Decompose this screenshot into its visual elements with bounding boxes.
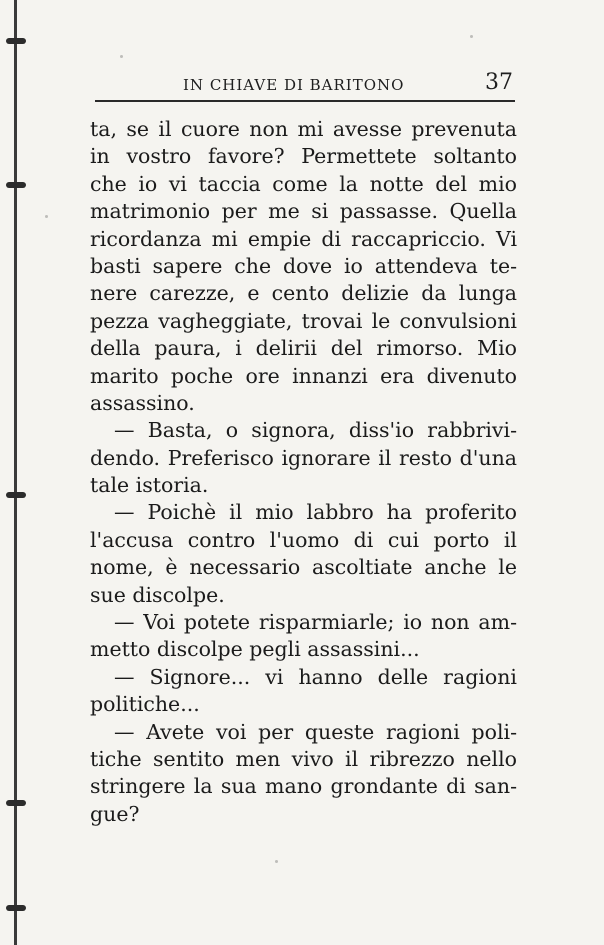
text-line: in vostro favore? Permettete soltanto	[90, 144, 517, 169]
header-rule	[95, 100, 515, 102]
text-line: matrimonio per me si passasse. Quella	[90, 199, 517, 224]
text-line: metto discolpe pegli assassini...	[90, 637, 420, 662]
text-line: assassino.	[90, 390, 195, 415]
text-line: — Basta, o signora, diss'io rabbrivi-	[114, 418, 517, 443]
text-line: — Voi potete risparmiarle; io non am-	[114, 610, 517, 635]
running-header	[95, 70, 515, 98]
text-line: l'accusa contro l'uomo di cui porto il	[90, 527, 517, 552]
text-line: — Avete voi per queste ragioni poli-	[114, 719, 517, 744]
text-line: tiche sentito men vivo il ribrezzo nello	[90, 746, 517, 771]
paper-speck	[45, 215, 48, 218]
text-line: tale istoria.	[90, 473, 209, 498]
text-line: politiche...	[90, 692, 200, 717]
paper-speck	[470, 35, 473, 38]
paper-speck	[120, 55, 123, 58]
running-title: IN CHIAVE DI BARITONO	[183, 76, 405, 94]
text-line: nere carezze, e cento delizie da lunga	[90, 281, 517, 306]
text-line: della paura, i delirii del rimorso. Mio	[90, 336, 517, 361]
binding-hole	[6, 182, 26, 188]
page-number: 37	[485, 70, 513, 95]
text-line: ta, se il cuore non mi avesse prevenuta	[90, 117, 517, 141]
text-line: — Poichè il mio labbro ha proferito	[114, 500, 517, 525]
binding-hole	[6, 800, 26, 806]
binding-hole	[6, 38, 26, 44]
text-line: marito poche ore innanzi era divenuto	[90, 363, 517, 388]
binding-hole	[6, 492, 26, 498]
text-line: che io vi taccia come la notte del mio	[90, 171, 517, 196]
binding-hole	[6, 905, 26, 911]
text-line: basti sapere che dove io attendeva te-	[90, 253, 517, 278]
paper-speck	[275, 860, 278, 863]
text-line: gue?	[90, 801, 140, 826]
text-line: ricordanza mi empie di raccapriccio. Vi	[90, 226, 517, 251]
text-line: dendo. Preferisco ignorare il resto d'una	[90, 445, 517, 470]
text-line: nome, è necessario ascoltiate anche le	[90, 555, 517, 580]
body-text	[90, 116, 517, 828]
text-line: sue discolpe.	[90, 582, 225, 607]
text-line: pezza vagheggiate, trovai le convulsioni	[90, 308, 517, 333]
text-line: stringere la sua mano grondante di san-	[90, 774, 517, 799]
text-line: — Signore... vi hanno delle ragioni	[114, 664, 517, 689]
